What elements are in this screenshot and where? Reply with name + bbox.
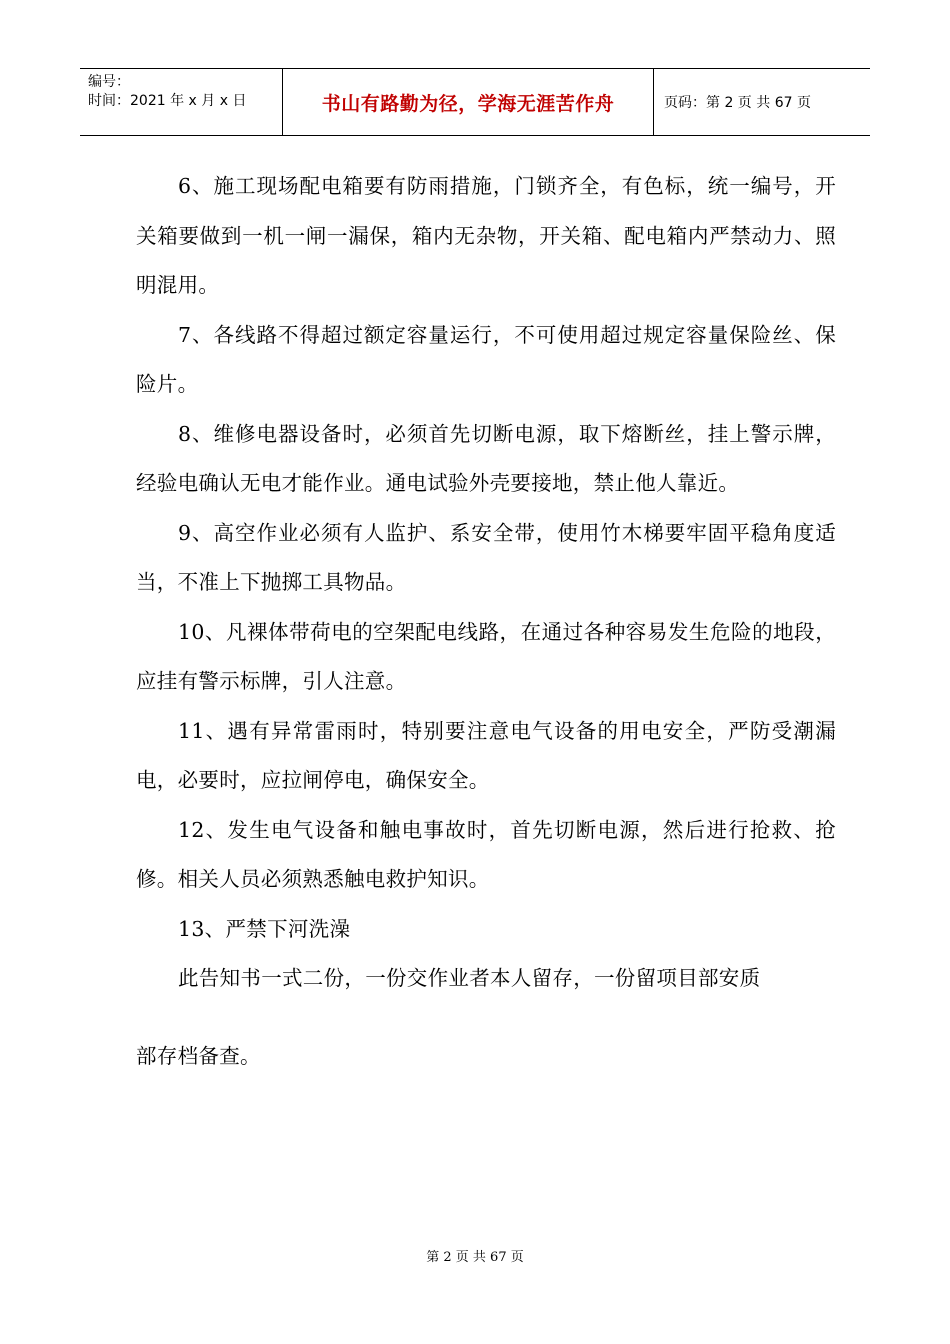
- document-header: [80, 68, 870, 136]
- paragraph-item-7: 7、各线路不得超过额定容量运行，不可使用超过规定容量保险丝、保险片。: [136, 322, 836, 396]
- paragraph-item-8: 8、维修电器设备时，必须首先切断电源，取下熔断丝，挂上警示牌，经验电确认无电才能作业。通电试验外壳要接地，禁止他人靠近。: [136, 421, 836, 495]
- document-body: [136, 162, 836, 1081]
- paragraph-item-11: 11、遇有异常雷雨时，特别要注意电气设备的用电安全，严防受潮漏电，必要时，应拉闸停电，确保安全。: [136, 718, 836, 792]
- closing-line-1: 此告知书一式二份，一份交作业者本人留存，一份留项目部安质: [178, 966, 761, 990]
- number-label: 编号：: [88, 74, 130, 90]
- motto-text: 书山有路勤为径，学海无涯苦作舟: [321, 92, 615, 115]
- paragraph-item-12: 12、发生电气设备和触电事故时，首先切断电源，然后进行抢救、抢修。相关人员必须熟悉触电救护知识。: [136, 817, 836, 891]
- header-page-info: [654, 69, 870, 135]
- header-meta: [80, 69, 282, 135]
- page-info-text: 页码：第 2 页 共 67 页: [664, 95, 811, 111]
- closing-line-2: 部存档备查。: [136, 1043, 261, 1068]
- paragraph-item-6: 6、施工现场配电箱要有防雨措施，门锁齐全，有色标，统一编号，开关箱要做到一机一闸一漏保，箱内无杂物，开关箱、配电箱内严禁动力、照明混用。: [136, 174, 836, 297]
- paragraph-item-10: 10、凡裸体带荷电的空架配电线路，在通过各种容易发生危险的地段，应挂有警示标牌，引人注意。: [136, 619, 836, 693]
- paragraph-item-13: 13、严禁下河洗澡: [178, 916, 351, 941]
- header-motto-cell: [282, 69, 654, 135]
- page-footer: [0, 1246, 950, 1265]
- time-label: 时间：2021 年 x 月 x 日: [88, 93, 247, 109]
- paragraph-item-9: 9、高空作业必须有人监护、系安全带，使用竹木梯要牢固平稳角度适当，不准上下抛掷工具物品。: [136, 520, 836, 594]
- footer-page-number: 第 2 页 共 67 页: [426, 1250, 524, 1265]
